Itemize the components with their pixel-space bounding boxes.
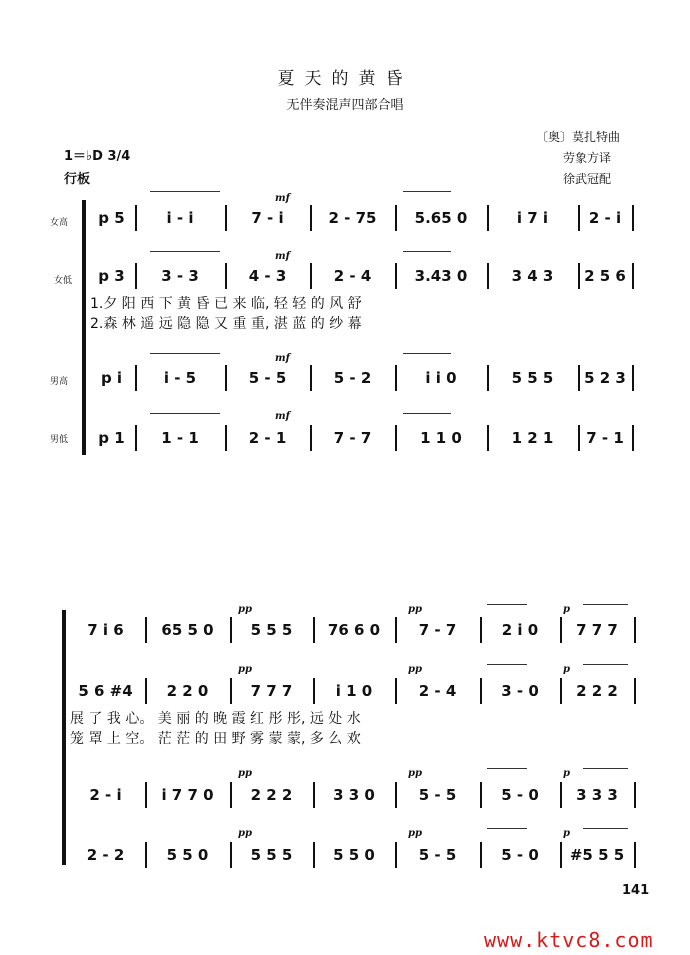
voice-label-alto: 女低	[54, 276, 73, 286]
measure-notes: 2 2 2	[250, 786, 293, 804]
measure-notes: 7 - 7	[418, 621, 457, 639]
measure-notes: i - 5	[163, 369, 197, 387]
crescendo-hairpin	[150, 191, 220, 192]
measure-notes: 5 5 5	[511, 369, 554, 387]
dynamic-mark: pp	[408, 604, 422, 615]
barline	[310, 425, 312, 451]
measure-notes: 2 5 6	[584, 267, 626, 285]
barline	[560, 842, 562, 868]
measure-notes: 1 1 0	[420, 429, 462, 447]
measure-notes: i 7 i	[516, 209, 549, 227]
barline	[395, 425, 397, 451]
barline	[560, 782, 562, 808]
crescendo-hairpin	[583, 768, 628, 769]
barline	[313, 617, 315, 643]
measure-notes: p 1	[98, 429, 125, 447]
dynamic-mark: p	[563, 828, 570, 839]
measure-notes: 7 - 1	[586, 429, 624, 447]
barline	[135, 205, 137, 231]
staff-row	[0, 617, 690, 645]
measure-notes: 5 - 5	[418, 846, 457, 864]
barline	[230, 782, 232, 808]
measure-notes: 5 5 0	[333, 846, 375, 864]
measure-notes: 76 6 0	[327, 621, 381, 639]
voice-label-bass: 男低	[50, 435, 69, 445]
barline	[395, 842, 397, 868]
measure-notes: #5 5 5	[569, 846, 625, 864]
barline	[632, 365, 634, 391]
barline	[145, 678, 147, 704]
barline	[578, 365, 580, 391]
key-signature: 1＝♭D 3/4	[64, 149, 131, 164]
measure-notes: 2 2 2	[576, 682, 618, 700]
barline	[480, 782, 482, 808]
measure-notes: 7 - 7	[333, 429, 372, 447]
measure-notes: i 7 7 0	[161, 786, 214, 804]
staff-row	[0, 425, 690, 453]
measure-notes: i - i	[166, 209, 194, 227]
barline	[578, 263, 580, 289]
barline	[480, 842, 482, 868]
crescendo-hairpin	[150, 251, 220, 252]
measure-notes: 1 2 1	[511, 429, 554, 447]
measure-notes: 5 - 5	[418, 786, 457, 804]
crescendo-hairpin	[583, 604, 628, 605]
measure-notes: 3.43 0	[414, 267, 468, 285]
measure-notes: 5 2 3	[584, 369, 626, 387]
measure-notes: 2 - i	[89, 786, 122, 804]
measure-notes: 5 - 0	[501, 846, 539, 864]
lyrics-line-2: 笼 罩 上 空。 茫 茫 的 田 野 雾 蒙 蒙, 多 么 欢	[70, 731, 361, 747]
measure-notes: 3 4 3	[511, 267, 554, 285]
watermark: www.ktvc8.com	[484, 928, 654, 952]
measure-notes: 3 3 3	[576, 786, 618, 804]
page-number: 141	[622, 883, 650, 898]
dynamic-mark: p	[563, 604, 570, 615]
barline	[225, 365, 227, 391]
barline	[395, 678, 397, 704]
measure-notes: 3 - 0	[501, 682, 539, 700]
barline	[145, 842, 147, 868]
staff-row	[0, 842, 690, 870]
dynamic-mark: mf	[275, 353, 290, 364]
measure-notes: 65 5 0	[161, 621, 214, 639]
dynamic-mark: pp	[238, 664, 252, 675]
staff-row	[0, 782, 690, 810]
decrescendo-hairpin	[487, 828, 527, 829]
measure-notes: 5 5 0	[166, 846, 209, 864]
voice-label-soprano: 女高	[50, 218, 69, 228]
barline	[230, 842, 232, 868]
decrescendo-hairpin	[403, 191, 451, 192]
tempo-marking: 行板	[64, 172, 91, 187]
staff-row	[0, 365, 690, 393]
barline	[395, 205, 397, 231]
staff-row	[0, 263, 690, 291]
staff-row	[0, 205, 690, 233]
measure-notes: 7 7 7	[250, 682, 293, 700]
crescendo-hairpin	[150, 353, 220, 354]
measure-notes: p i	[100, 369, 123, 387]
staff-row	[0, 678, 690, 706]
lyrics-line-1: 1.夕 阳 西 下 黄 昏 已 来 临, 轻 轻 的 风 舒	[90, 296, 362, 312]
measure-notes: 5 5 5	[250, 846, 293, 864]
barline	[395, 782, 397, 808]
dynamic-mark: pp	[238, 828, 252, 839]
measure-notes: 5 - 2	[333, 369, 372, 387]
decrescendo-hairpin	[403, 413, 451, 414]
dynamic-mark: mf	[275, 251, 290, 262]
barline	[578, 425, 580, 451]
barline	[632, 263, 634, 289]
measure-notes: 5 5 5	[250, 621, 293, 639]
measure-notes: p 3	[98, 267, 125, 285]
barline	[487, 263, 489, 289]
measure-notes: 7 i 6	[87, 621, 124, 639]
decrescendo-hairpin	[403, 353, 451, 354]
credit-arranger: 徐武冠配	[563, 172, 612, 186]
barline	[634, 617, 636, 643]
barline	[632, 205, 634, 231]
barline	[313, 782, 315, 808]
measure-notes: 2 - 1	[248, 429, 287, 447]
barline	[310, 205, 312, 231]
crescendo-hairpin	[150, 413, 220, 414]
measure-notes: 2 - 2	[86, 846, 125, 864]
barline	[487, 425, 489, 451]
lyrics-line-1: 展 了 我 心。 美 丽 的 晚 霞 红 彤 彤, 远 处 水	[70, 711, 361, 727]
barline	[225, 263, 227, 289]
dynamic-mark: pp	[408, 768, 422, 779]
decrescendo-hairpin	[487, 604, 527, 605]
barline	[480, 678, 482, 704]
song-title: 夏天的黄昏	[277, 69, 413, 89]
dynamic-mark: p	[563, 768, 570, 779]
dynamic-mark: mf	[275, 193, 290, 204]
decrescendo-hairpin	[487, 664, 527, 665]
dynamic-mark: pp	[238, 768, 252, 779]
barline	[578, 205, 580, 231]
measure-notes: 2 i 0	[501, 621, 539, 639]
measure-notes: 2 - 4	[333, 267, 372, 285]
barline	[313, 842, 315, 868]
decrescendo-hairpin	[403, 251, 451, 252]
measure-notes: 4 - 3	[248, 267, 287, 285]
barline	[310, 365, 312, 391]
measure-notes: i i 0	[425, 369, 457, 387]
crescendo-hairpin	[583, 828, 628, 829]
barline	[487, 365, 489, 391]
measure-notes: 5 6 #4	[78, 682, 133, 700]
barline	[145, 617, 147, 643]
barline	[634, 782, 636, 808]
barline	[395, 365, 397, 391]
barline	[634, 842, 636, 868]
barline	[135, 425, 137, 451]
barline	[634, 678, 636, 704]
measure-notes: 7 7 7	[576, 621, 618, 639]
dynamic-mark: pp	[408, 664, 422, 675]
dynamic-mark: p	[563, 664, 570, 675]
dynamic-mark: pp	[238, 604, 252, 615]
crescendo-hairpin	[583, 664, 628, 665]
measure-notes: 2 - i	[588, 209, 622, 227]
measure-notes: 2 - 75	[328, 209, 377, 227]
barline	[632, 425, 634, 451]
measure-notes: p 5	[98, 209, 125, 227]
barline	[310, 263, 312, 289]
lyrics-line-2: 2.森 林 遥 远 隐 隐 又 重 重, 湛 蓝 的 纱 幕	[90, 316, 362, 332]
measure-notes: 5 - 0	[501, 786, 539, 804]
measure-notes: 5 - 5	[248, 369, 287, 387]
measure-notes: 2 - 4	[418, 682, 457, 700]
barline	[395, 617, 397, 643]
barline	[135, 365, 137, 391]
credit-composer: 〔奥〕莫扎特曲	[536, 130, 621, 144]
barline	[560, 678, 562, 704]
barline	[560, 617, 562, 643]
dynamic-mark: mf	[275, 411, 290, 422]
barline	[395, 263, 397, 289]
barline	[487, 205, 489, 231]
measure-notes: 3 - 3	[161, 267, 199, 285]
barline	[135, 263, 137, 289]
measure-notes: 7 - i	[251, 209, 284, 227]
dynamic-mark: pp	[408, 828, 422, 839]
barline	[230, 678, 232, 704]
barline	[313, 678, 315, 704]
song-subtitle: 无伴奏混声四部合唱	[286, 98, 404, 113]
measure-notes: 3 3 0	[333, 786, 375, 804]
barline	[480, 617, 482, 643]
measure-notes: 5.65 0	[414, 209, 468, 227]
measure-notes: 1 - 1	[161, 429, 199, 447]
decrescendo-hairpin	[487, 768, 527, 769]
measure-notes: 2 2 0	[166, 682, 209, 700]
system1-bracket	[82, 200, 86, 455]
voice-label-tenor: 男高	[50, 377, 69, 387]
barline	[225, 205, 227, 231]
barline	[145, 782, 147, 808]
barline	[225, 425, 227, 451]
measure-notes: i 1 0	[335, 682, 373, 700]
system2-bracket	[62, 610, 66, 865]
barline	[230, 617, 232, 643]
credit-translator: 劳象方译	[563, 151, 612, 165]
